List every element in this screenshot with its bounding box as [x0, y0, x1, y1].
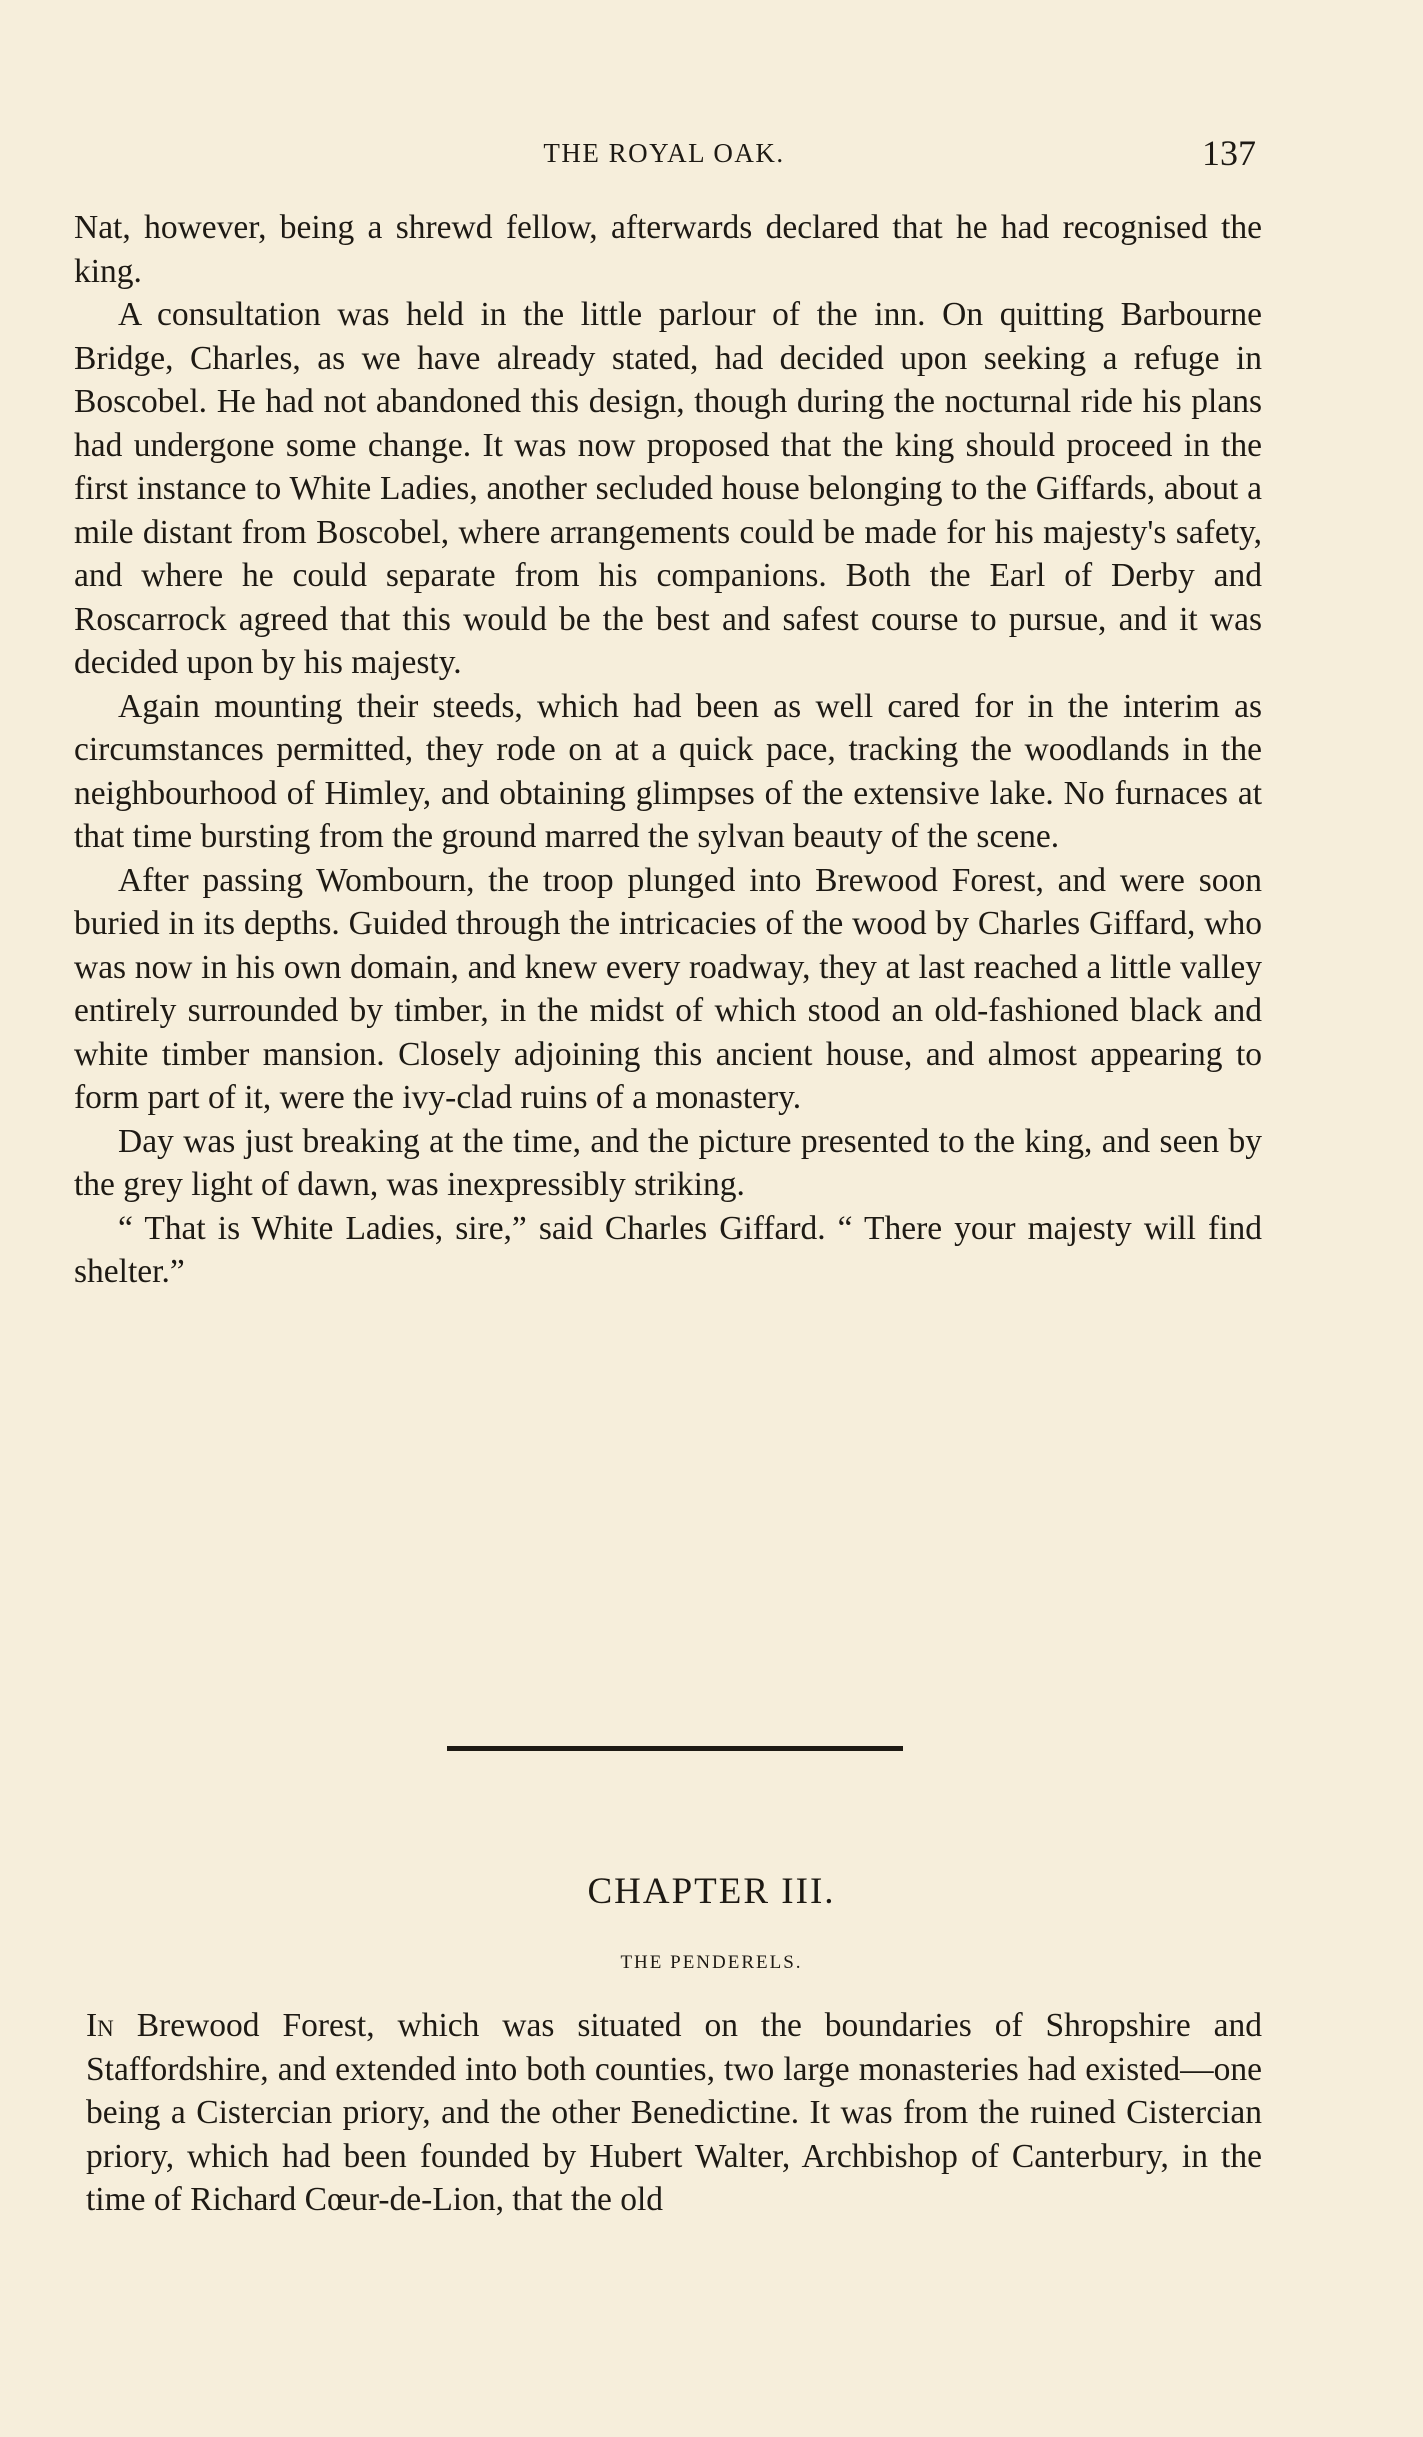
paragraph-3: Again mounting their steeds, which had been as well cared for in the interim as circumstances permitted, they rode on at a quick pace, tracking the woodlands in the neighbourhood of Himley, and obtaining glimpses of the extensive lake. No furnaces at that time bursting from the ground marred the sylvan beauty of the scene. — [74, 687, 1262, 855]
chapter-paragraph-1 — [86, 2004, 1262, 2222]
paragraph-5: Day was just breaking at the time, and the picture presented to the king, and seen by the grey light of dawn, was inexpressibly striking. — [74, 1122, 1262, 1203]
paragraph-6: “ That is White Ladies, sire,” said Charles Giffard. “ There your majesty will find shelter.” — [74, 1209, 1262, 1290]
paragraph-2: A consultation was held in the little parlour of the inn. On quitting Barbourne Bridge, Charles, as we have already stated, had decided upon seeking a refuge in Boscobel. He had not abandoned this design, though during the nocturnal ride his plans had undergone some change. It was now proposed that the king should proceed in the first instance to White Ladies, another secluded house belonging to the Giffards, about a mile distant from Boscobel, where arrangements could be made for his majesty's safety, and where he could separate from his companions. Both the Earl of Derby and Roscarrock agreed that this would be the best and safest course to pursue, and it was decided upon by his majesty. — [74, 296, 1262, 681]
paragraph-4: After passing Wombourn, the troop plunged into Brewood Forest, and were soon buried in its depths. Guided through the intricacies of the wood by Charles Giffard, who was now in his own domain, and knew every roadway, they at last reached a little valley entirely surrounded by timber, in the midst of which stood an old-fashioned black and white timber mansion. Closely adjoining this ancient house, and almost appearing to form part of it, were the ivy-clad ruins of a monastery. — [74, 861, 1262, 1116]
chapter-text — [86, 2004, 1262, 2222]
section-divider — [447, 1746, 903, 1751]
chapter-opening-text: Brewood Forest, which was situated on the boundaries of Shropshire and Staffordshire, and extended into both counties, two large monasteries had existed—one being a Cistercian priory, and the other Benedictine. It was from the ruined Cistercian priory, which had been founded by Hubert Walter, Archbishop of Canterbury, in the time of Richard Cœur-de-Lion, that the old — [86, 2007, 1262, 2218]
paragraph-1: Nat, however, being a shrewd fellow, afterwards declared that he had recognised the king. — [74, 209, 1262, 290]
chapter-subtitle: THE PENDERELS. — [620, 1952, 803, 1973]
running-head — [72, 132, 1256, 180]
body-text — [74, 206, 1262, 1294]
chapter-heading: CHAPTER III. — [587, 1871, 836, 1912]
chapter-first-word: In — [86, 2007, 114, 2044]
page-number: 137 — [1202, 133, 1256, 173]
running-title: THE ROYAL OAK. — [543, 138, 785, 168]
